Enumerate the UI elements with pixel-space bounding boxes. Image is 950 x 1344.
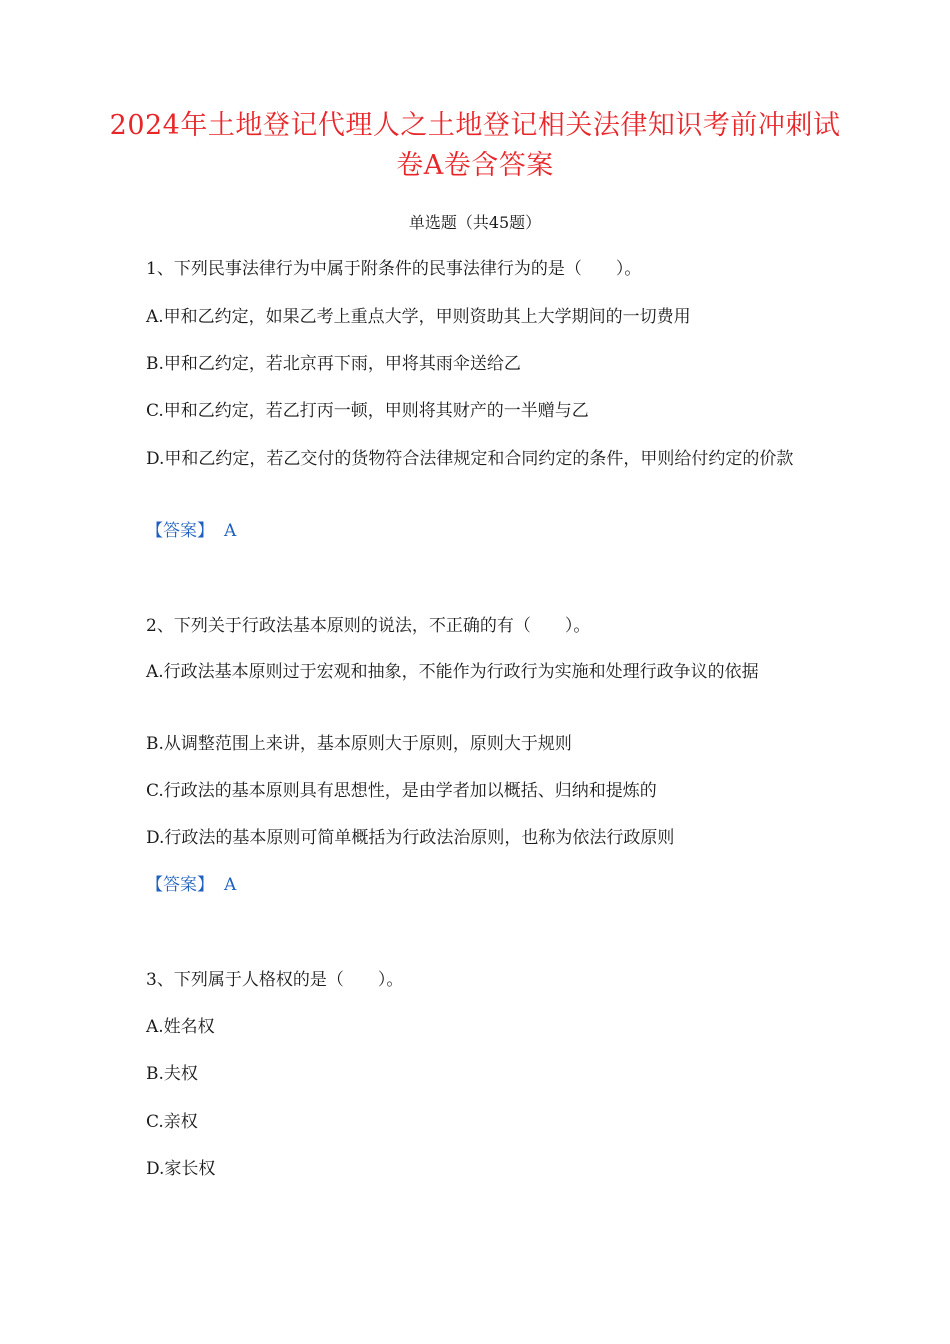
- section-heading: 单选题（共45题）: [408, 213, 542, 232]
- question-3-option-c: C.亲权: [146, 1112, 198, 1132]
- answer-label: 【答案】: [146, 521, 214, 541]
- question-2-option-a: A.行政法基本原则过于宏观和抽象，不能作为行政行为实施和处理行政争议的依据: [146, 662, 759, 682]
- answer-label: 【答案】: [146, 875, 214, 895]
- question-3-stem: 3、下列属于人格权的是（ ）。: [146, 970, 404, 990]
- question-1-stem: 1、下列民事法律行为中属于附条件的民事法律行为的是（ ）。: [146, 259, 642, 279]
- question-1-option-a: A.甲和乙约定，如果乙考上重点大学，甲则资助其上大学期间的一切费用: [146, 307, 691, 327]
- question-3-option-b: B.夫权: [146, 1064, 198, 1084]
- question-2-option-c: C.行政法的基本原则具有思想性，是由学者加以概括、归纳和提炼的: [146, 781, 657, 801]
- question-2-answer: [146, 872, 811, 899]
- question-1-option-b: B.甲和乙约定，若北京再下雨，甲将其雨伞送给乙: [146, 354, 521, 374]
- answer-value: A: [224, 521, 237, 541]
- question-3-option-d: D.家长权: [146, 1159, 216, 1179]
- document-title: 2024年土地登记代理人之土地登记相关法律知识考前冲刺试卷A卷含答案: [109, 110, 841, 181]
- question-2-option-b: B.从调整范围上来讲，基本原则大于原则，原则大于规则: [146, 734, 572, 754]
- question-1-option-d: D.甲和乙约定，若乙交付的货物符合法律规定和合同约定的条件，甲则给付约定的价款: [146, 449, 794, 469]
- question-3-option-a: A.姓名权: [146, 1017, 215, 1037]
- answer-value: A: [224, 875, 237, 895]
- question-2-stem: 2、下列关于行政法基本原则的说法，不正确的有（ ）。: [146, 616, 591, 636]
- question-2-option-d: D.行政法的基本原则可简单概括为行政法治原则，也称为依法行政原则: [146, 828, 675, 848]
- question-1-option-c: C.甲和乙约定，若乙打丙一顿，甲则将其财产的一半赠与乙: [146, 401, 589, 421]
- question-1-answer: [146, 518, 811, 545]
